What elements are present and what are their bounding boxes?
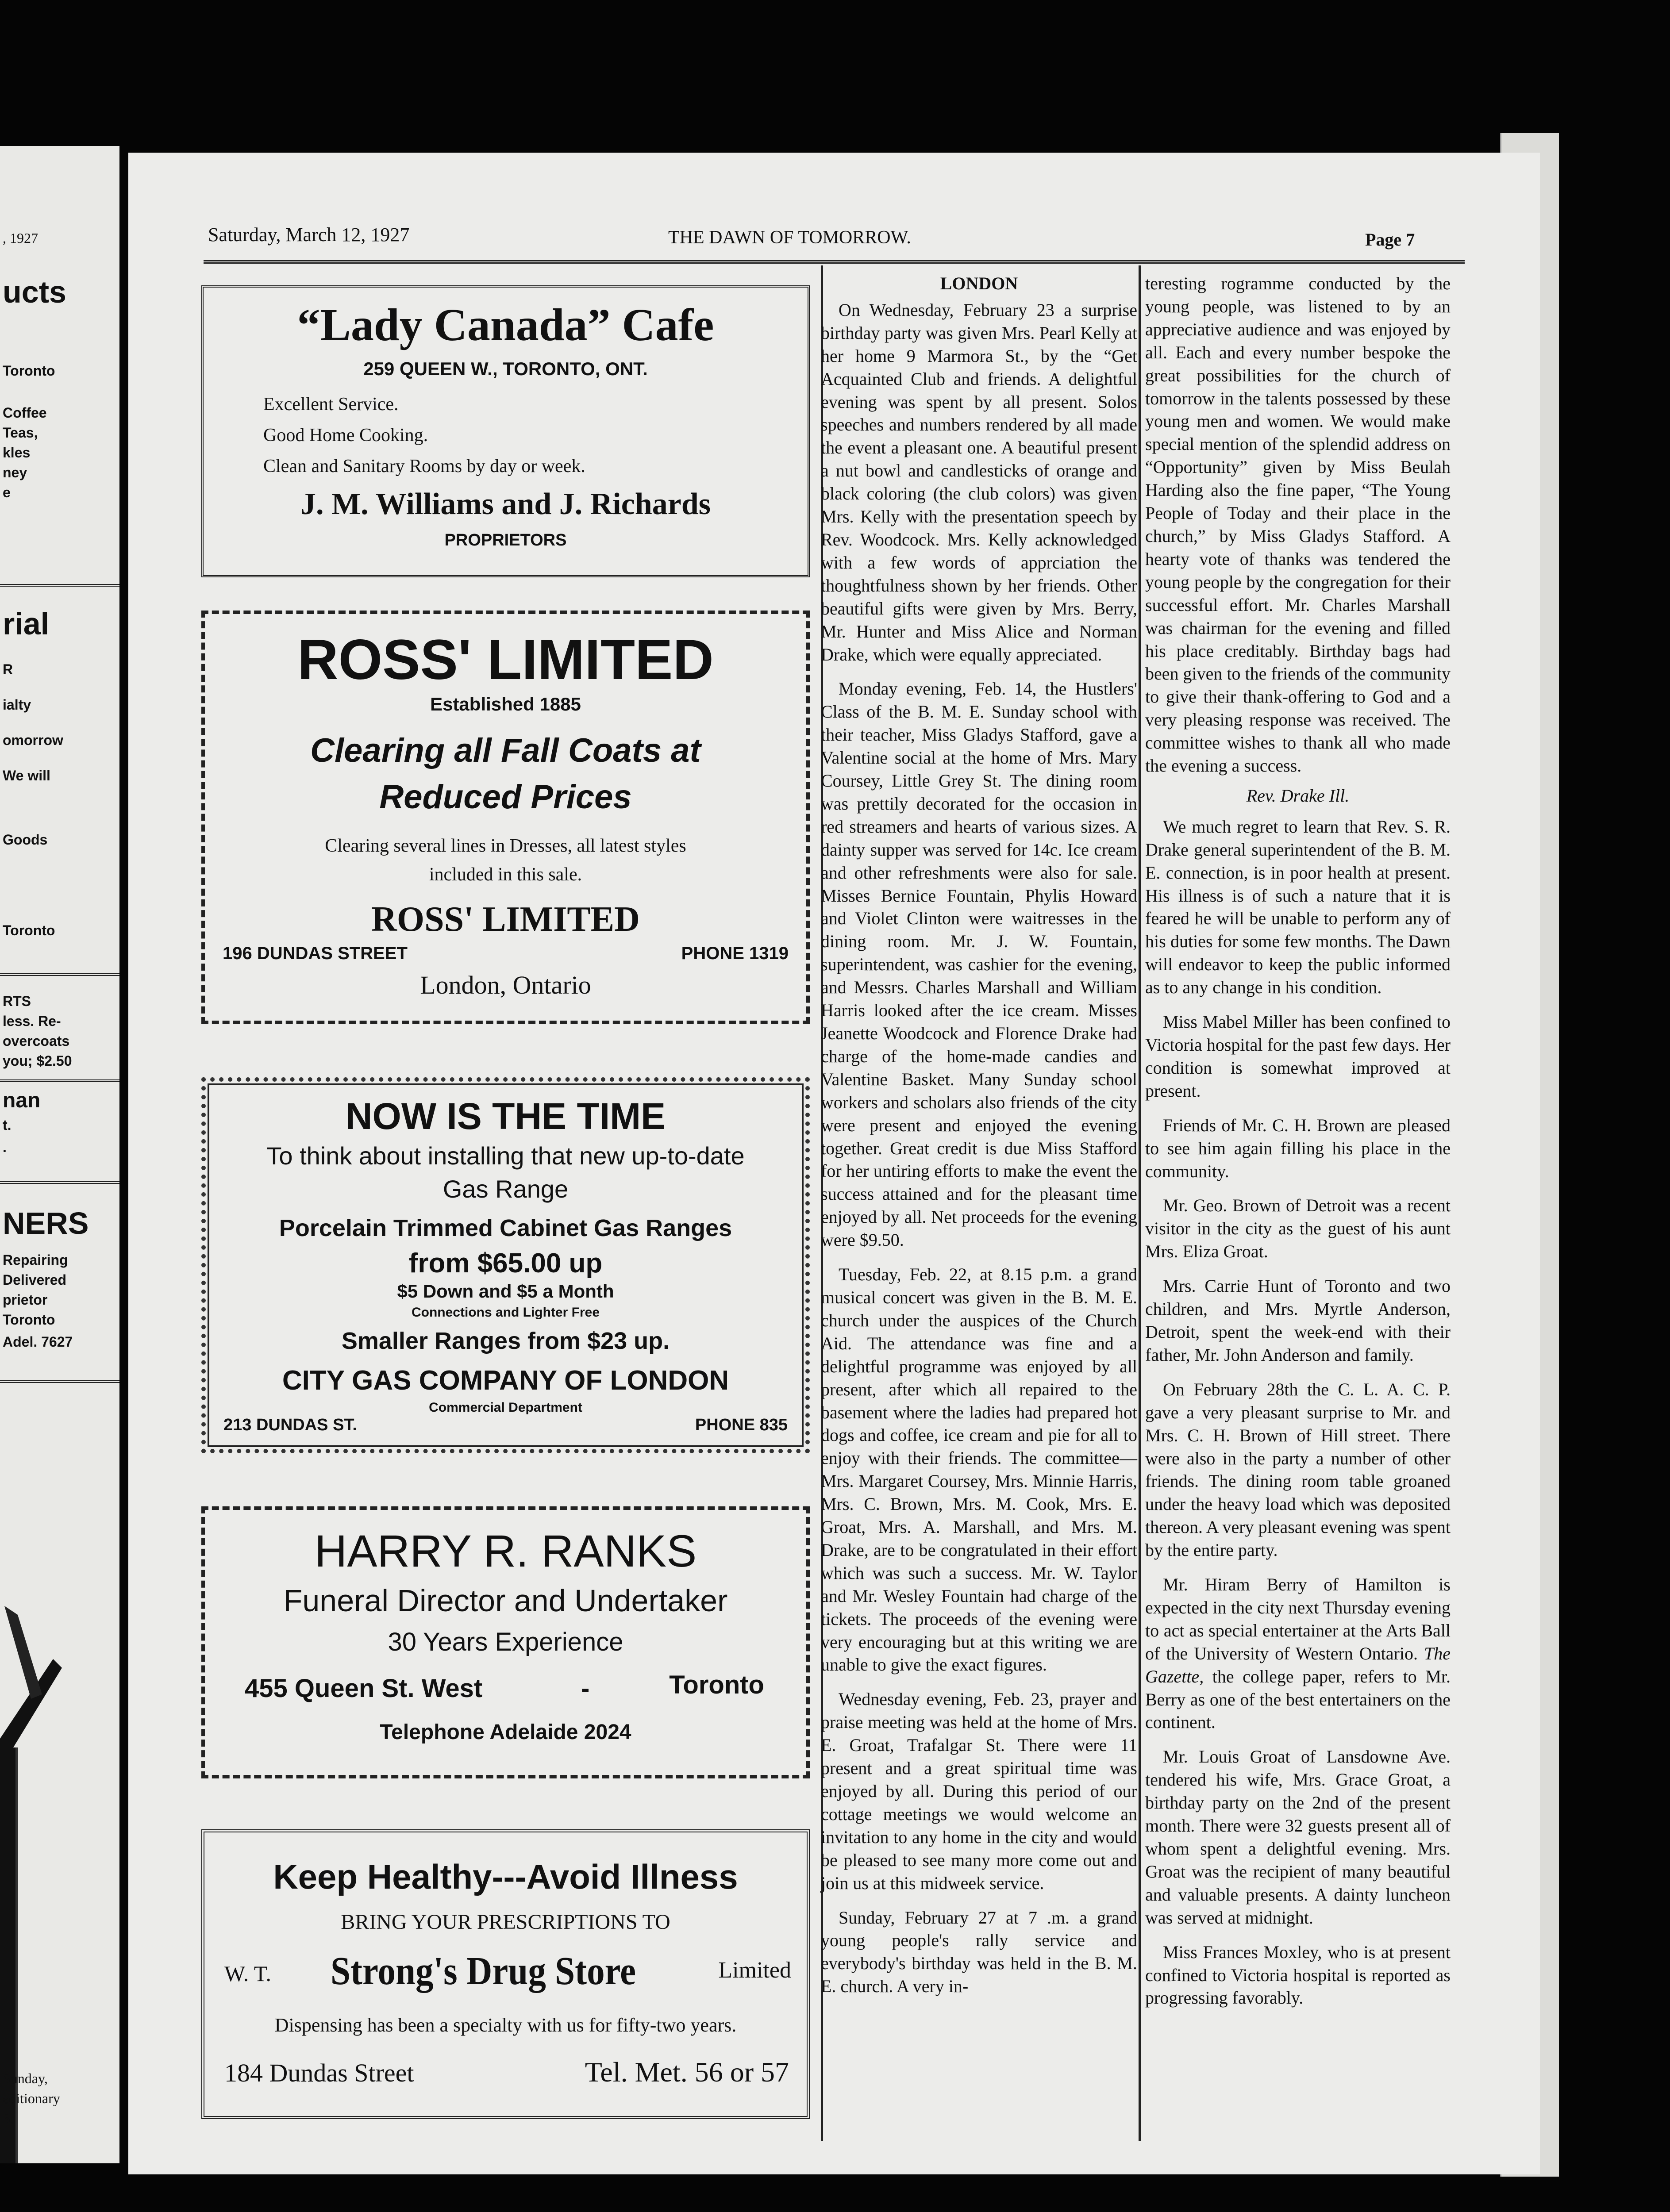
masthead-rule — [204, 260, 1465, 264]
gas-terms: $5 Down and $5 a Month — [397, 1281, 614, 1302]
fragment-text: rial — [3, 607, 50, 641]
drug-specialty: Dispensing has been a specialty with us for fifty-two years. — [274, 2014, 737, 2036]
fragment-text: . — [3, 1139, 7, 1155]
news-paragraph: On Wednesday, February 23 a surprise birthday party was given Mrs. Pearl Kelly at her home 9 Marmora St., by the “Get Acquainted Club and friends. A delightful evening was spent by all present. Solos speeches and numbers rendered by all made the event a pleasant one. A beautiful present a nut bowl and candlesticks of orange and black coloring (the club colors) was given Mrs. Kelly with the presentation speech by Rev. Woodcock. Mrs. Kelly acknowledged with a few words of apprciation the thoughtfulness shown by her friends. Other beautiful gifts were given by Mrs. Berry, Mr. Hunter and Miss Alice and Norman Drake, which were equally appreciated. — [821, 300, 1137, 664]
cafe-address: 259 QUEEN W., TORONTO, ONT. — [363, 358, 648, 379]
fragment-text: omorrow — [3, 732, 63, 748]
fragment-text: editionary — [3, 2090, 60, 2106]
news-paragraph — [1145, 1573, 1451, 1734]
fragment-text: Goods — [3, 832, 48, 848]
fragment-text: R — [3, 661, 13, 677]
drug-address: 184 Dundas Street — [224, 2058, 414, 2087]
fragment-text: Teas, — [3, 425, 38, 441]
issue-date: Saturday, March 12, 1927 — [208, 224, 410, 246]
undertaker-title: Funeral Director and Undertaker — [283, 1583, 728, 1618]
divider-rule — [0, 973, 119, 976]
fragment-text: you; $2.50 — [3, 1053, 72, 1069]
publication-name: The Gazette, — [1145, 1643, 1451, 1686]
news-paragraph: Mr. Louis Groat of Lansdowne Ave. tendered his wife, Mrs. Grace Groat, a birthday party on the 2nd of the present month. There were 32 guests present all of whom spent a delightful evening. Mrs. Groat was the recipient of many beautiful and valuable presents. A dainty luncheon was served at midnight. — [1145, 1747, 1451, 1928]
cafe-line: Excellent Service. — [263, 394, 399, 415]
fragment-text: Repairing — [3, 1252, 68, 1268]
column-rule — [1139, 265, 1141, 2141]
store-name-repeat: ROSS' LIMITED — [371, 900, 640, 939]
fragment-text: overcoats — [3, 1033, 70, 1049]
fragment-text: less. Re- — [3, 1013, 61, 1029]
fragment-text: t. — [3, 1117, 12, 1133]
undertaker-address: 455 Queen St. West — [245, 1674, 483, 1703]
news-paragraph: We much regret to learn that Rev. S. R. Drake general superintendent of the B. M. E. connection, is in poor health at present. His illness is of such a nature that it is feared he will be unable to perform any of his duties for some few months. The Dawn will endeavor to keep the public informed as to any change in his condition. — [1145, 816, 1451, 998]
divider-rule — [0, 1079, 119, 1082]
news-paragraph: teresting rogramme conducted by the young people, was listened to by an appreciative audience and was enjoyed by all. Each and every number bespoke the great possibilities for the church of tomorrow in the talents possessed by these young men and women. We would make special mention of the splendid address on “Opportunity” given by Miss Beulah Harding also the fine paper, “The Young People of Today and their place in the church,” by Miss Gladys Stafford. A hearty vote of thanks was tendered the young people by the congregation for their successful effort. Mr. Charles Marshall was chairman for the evening and filled his place creditably. Birthday bags had been given to the friends of the community to give their thank-offering to God and a very pleasing response was received. The committee wishes to thank all who made the evening a success. — [1145, 273, 1451, 776]
paper-title: THE DAWN OF TOMORROW. — [668, 227, 911, 248]
undertaker-telephone: Telephone Adelaide 2024 — [380, 1720, 631, 1744]
cafe-name: “Lady Canada” Cafe — [297, 300, 714, 350]
fragment-text: Toronto — [3, 363, 55, 379]
fragment-text: kles — [3, 445, 31, 461]
gas-line: Gas Range — [443, 1175, 569, 1203]
section-subheading: Rev. Drake Ill. — [1246, 785, 1350, 806]
fragment-text: RTS — [3, 993, 31, 1009]
gas-company: CITY GAS COMPANY OF LONDON — [282, 1365, 729, 1396]
cafe-line: Good Home Cooking. — [263, 425, 428, 445]
sale-body: Clearing several lines in Dresses, all latest styles — [325, 836, 686, 856]
strongs-drug-store-ad — [201, 1829, 810, 2119]
fragment-text: Coffee — [3, 405, 47, 421]
article-column-1 — [821, 272, 1137, 1998]
news-paragraph: On February 28th the C. L. A. C. P. gave a very pleasant surprise to Mr. and Mrs. C. H. Brown of Hill street. There were also in the party a number of other friends. The dining room table groaned under the heavy load which was deposited thereon. A very pleasant evening was spent by the entire party. — [1145, 1379, 1451, 1560]
city-gas-ad — [201, 1077, 810, 1453]
drug-telephone: Tel. Met. 56 or 57 — [585, 2056, 789, 2088]
undertaker-city: Toronto — [669, 1671, 764, 1699]
lady-canada-cafe-ad — [201, 285, 810, 577]
gas-street: 213 DUNDAS ST. — [223, 1416, 357, 1434]
news-paragraph: Miss Mabel Miller has been confined to Victoria hospital for the past few days. Her condition is somewhat improved at present. — [1145, 1012, 1451, 1101]
divider-rule — [0, 1380, 119, 1383]
fragment-text: ialty — [3, 697, 31, 713]
undertaker-experience: 30 Years Experience — [388, 1628, 623, 1656]
fragment-text: Sunday, — [3, 2070, 48, 2086]
news-paragraph: Sunday, February 27 at 7 .m. a grand young people's rally service and everybody's birthday was held in the B. M. E. church. A very in- — [821, 1907, 1137, 1997]
undertaker-name: HARRY R. RANKS — [314, 1526, 697, 1576]
address-dash: - — [581, 1674, 590, 1703]
sale-body: included in this sale. — [429, 864, 582, 885]
fragment-text: We will — [3, 768, 50, 783]
fragment-text: Delivered — [3, 1272, 67, 1288]
drug-headline: Keep Healthy---Avoid Illness — [273, 1857, 738, 1896]
sale-headline: Reduced Prices — [379, 778, 632, 816]
fragment-text: ney — [3, 465, 27, 480]
fragment-text: ucts — [3, 275, 66, 309]
established-line: Established 1885 — [430, 694, 581, 714]
gas-price: from $65.00 up — [408, 1248, 603, 1279]
proprietors-label: PROPRIETORS — [444, 531, 567, 549]
fragment-text: S. — [3, 2110, 14, 2126]
fragment-text: e — [3, 484, 11, 500]
news-paragraph: Wednesday evening, Feb. 23, prayer and praise meeting was held at the home of Mrs. E. Groat, Trafalgar St. There were 11 present and a great spiritual time was enjoyed by all. During this period of our cottage meetings we would welcome an invitation to any home in the city and would be pleased to see many more come out and join us at this midweek service. — [821, 1689, 1137, 1893]
sale-headline: Clearing all Fall Coats at — [310, 732, 701, 769]
harry-ranks-ad — [201, 1506, 810, 1778]
gas-dept: Commercial Department — [429, 1400, 582, 1415]
news-paragraph: Mr. Geo. Brown of Detroit was a recent visitor in the city as the guest of his aunt Mrs. Eliza Groat. — [1145, 1195, 1451, 1262]
divider-rule — [0, 584, 119, 587]
gas-line: To think about installing that new up-to-date — [266, 1142, 745, 1170]
fragment-text: prietor — [3, 1292, 48, 1308]
store-street: 196 DUNDAS STREET — [223, 944, 408, 963]
fragment-text: Adel. 7627 — [3, 1334, 73, 1350]
cafe-line: Clean and Sanitary Rooms by day or week. — [263, 456, 585, 476]
page-number: Page 7 — [1365, 230, 1415, 250]
paragraph-text: the college paper, refers to Mr. Berry as one of the best entertainers on the continent. — [1145, 1666, 1451, 1732]
gas-smaller: Smaller Ranges from $23 up. — [341, 1328, 670, 1354]
article-column-2 — [1145, 272, 1451, 2009]
fragment-text: Toronto — [3, 922, 55, 938]
store-name: ROSS' LIMITED — [297, 628, 714, 691]
fragment-text: Toronto — [3, 1312, 55, 1328]
news-paragraph: Monday evening, Feb. 14, the Hustlers' Class of the B. M. E. Sunday school with their teacher, Miss Gladys Stafford, gave a Valentine social at the home of Mrs. Mary Coursey, Little Grey St. The dining room was prettily decorated for the occasion in red streamers and hearts of various sizes. A dainty supper was served for 14c. Ice cream and other refreshments were also for sale. Misses Bernice Fountain, Phylis Howard and Violet Clinton were waitresses in the dining room. Mr. J. W. Fountain, superintendent, was cashier for the evening, and Messrs. Charles Marshall and William Harris looked after the ice cream. Misses Jeanette Woodcock and Florence Drake had charge of the home-made candies and Valentine Basket. Many Sunday school workers and scholars also friends of the city were present and enjoyed the evening together. Great credit is due Miss Stafford for her untiring efforts to make the event the success attained and for the pleasant time enjoyed by all. Net proceeds for the evening were $9.50. — [821, 679, 1137, 1250]
paragraph-text: Mr. Hiram Berry of Hamilton is expected in the city next Thursday evening to act as special entertainer at the Arts Ball of the University of Western Ontario. — [1145, 1575, 1451, 1663]
drug-store-name: Strong's Drug Store — [331, 1949, 636, 1993]
divider-rule — [0, 1181, 119, 1184]
news-paragraph: Tuesday, Feb. 22, at 8.15 p.m. a grand musical concert was given in the B. M. E. church under the auspices of the Church Aid. The attendance was fine and a delightful programme was enjoyed by all present, after which all repaired to the basement where the ladies had prepared hot dogs and coffee, ice cream and pie for all to enjoy with their friends. The committee—Mrs. Margaret Coursey, Mrs. Minnie Harris, Mrs. C. Brown, Mrs. M. Cook, Mrs. E. Groat, Mrs. A. Marshall, and Mrs. M. Drake, are to be congratulated in their effort which was such a success. Mr. W. Taylor and Mr. Wesley Fountain had charge of the tickets. The proceeds of the evening were very encouraging but at this writing we are unable to give the exact figures. — [821, 1264, 1137, 1675]
adjacent-page-fragment — [0, 146, 119, 2163]
ross-limited-ad — [201, 611, 810, 1024]
fragment-text: NERS — [3, 1206, 89, 1240]
illustration-fragment — [0, 1429, 119, 2163]
fragment-text: , 1927 — [3, 230, 38, 246]
store-phone: PHONE 1319 — [681, 944, 789, 963]
gas-product: Porcelain Trimmed Cabinet Gas Ranges — [279, 1215, 732, 1241]
news-paragraph: Mrs. Carrie Hunt of Toronto and two children, and Mrs. Myrtle Anderson, Detroit, spent the week-end with their father, Mr. John Anderson and family. — [1145, 1276, 1451, 1365]
drug-suffix: Limited — [718, 1958, 791, 1983]
news-paragraph: Friends of Mr. C. H. Brown are pleased to see him again filling his place in the community. — [1145, 1115, 1451, 1181]
gas-phone: PHONE 835 — [695, 1416, 788, 1434]
gas-headline: NOW IS THE TIME — [345, 1095, 666, 1137]
fragment-text: nan — [3, 1089, 41, 1112]
gas-free: Connections and Lighter Free — [411, 1305, 600, 1320]
drug-prefix: W. T. — [224, 1961, 272, 1986]
store-city: London, Ontario — [420, 971, 591, 999]
cafe-proprietors: J. M. Williams and J. Richards — [300, 487, 711, 521]
section-heading: LONDON — [940, 273, 1018, 293]
news-paragraph: Miss Frances Moxley, who is at present confined to Victoria hospital is reported as progressing favorably. — [1145, 1942, 1451, 2008]
drug-subline: BRING YOUR PRESCRIPTIONS TO — [341, 1910, 670, 1934]
